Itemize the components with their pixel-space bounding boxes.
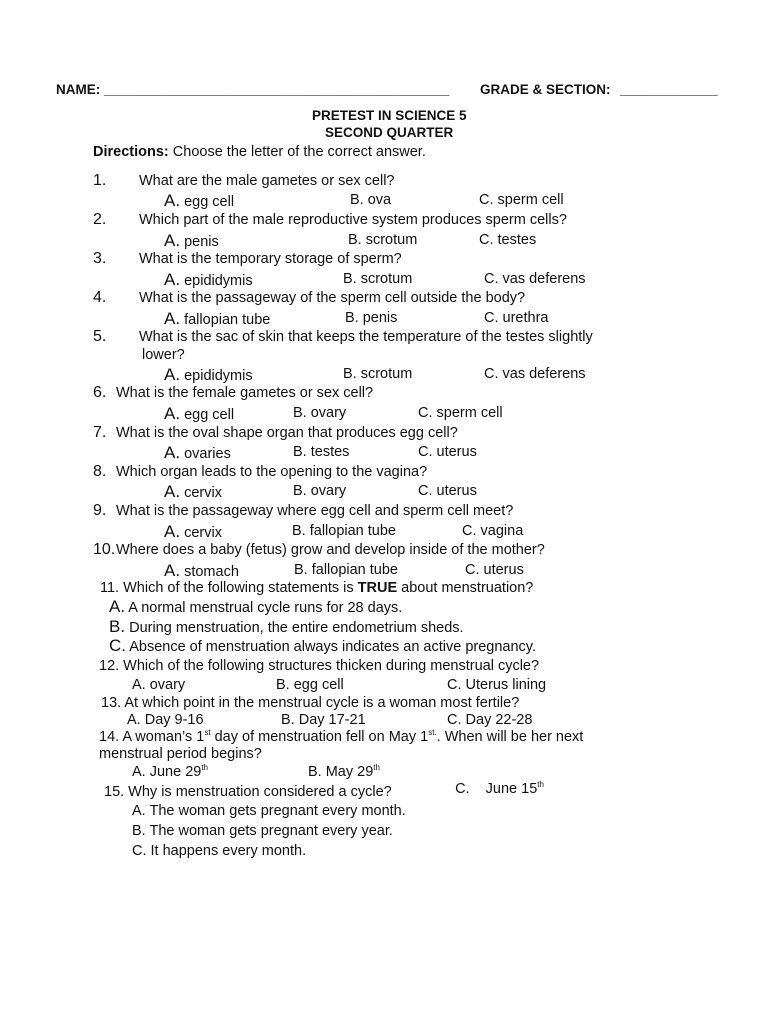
question-4-option-a-letter: A. bbox=[164, 309, 181, 328]
question-7-option-b[interactable]: B. testes bbox=[293, 444, 350, 460]
question-1-option-a-letter: A. bbox=[164, 191, 181, 210]
question-1-option-a-text: egg cell bbox=[180, 194, 235, 210]
question-3-option-a-text: epididymis bbox=[180, 273, 253, 289]
question-2-option-a[interactable] bbox=[164, 232, 219, 251]
q14-text-part3: . When will be her next bbox=[436, 729, 584, 745]
question-7-option-a-letter: A. bbox=[164, 443, 181, 462]
q12-option-b[interactable]: B. egg cell bbox=[276, 677, 344, 693]
question-7-text: What is the oval shape organ that produces egg cell? bbox=[116, 425, 458, 441]
q14-option-b-sup: th bbox=[373, 763, 380, 772]
question-3-option-b[interactable]: B. scrotum bbox=[343, 271, 413, 287]
q14-text-part2: day of menstruation fell on May 1 bbox=[210, 729, 429, 745]
q14-option-a-text: A. June 29 bbox=[132, 764, 202, 780]
question-7-number: 7. bbox=[93, 424, 107, 441]
question-9-option-a-text: cervix bbox=[180, 525, 222, 541]
q14-option-a[interactable] bbox=[132, 764, 208, 781]
directions-label: Directions: bbox=[93, 144, 169, 160]
q11-text-post: about menstruation? bbox=[397, 580, 534, 596]
q14-option-c[interactable] bbox=[447, 764, 544, 798]
q15-option-c[interactable]: C. It happens every month. bbox=[132, 843, 307, 859]
question-1-option-b[interactable]: B. ova bbox=[350, 192, 392, 208]
q14-option-b-text: B. May 29 bbox=[308, 764, 374, 780]
q11-option-c[interactable] bbox=[109, 637, 536, 656]
q14-sup-2: st. bbox=[428, 728, 437, 737]
question-5-option-a-letter: A. bbox=[164, 365, 181, 384]
q14-text-part1: 14. A woman’s 1 bbox=[99, 729, 205, 745]
question-14 bbox=[99, 729, 583, 746]
question-8-number: 8. bbox=[93, 463, 107, 480]
question-3-option-a-letter: A. bbox=[164, 270, 181, 289]
question-15: 15. Why is menstruation considered a cycle? bbox=[104, 784, 392, 800]
directions bbox=[93, 144, 426, 161]
q14-option-b[interactable] bbox=[308, 764, 380, 781]
question-10-option-a-letter: A. bbox=[164, 561, 181, 580]
question-7-option-c[interactable]: C. uterus bbox=[418, 444, 477, 460]
question-3-option-a[interactable] bbox=[164, 271, 253, 290]
q11-option-c-text: Absence of menstruation always indicates an active pregnancy. bbox=[126, 639, 536, 655]
question-6-option-a[interactable] bbox=[164, 405, 234, 424]
question-10-option-c[interactable]: C. uterus bbox=[465, 562, 524, 578]
question-6-option-b[interactable]: B. ovary bbox=[293, 405, 347, 421]
question-9-option-a-letter: A. bbox=[164, 522, 181, 541]
question-3-option-c[interactable]: C. vas deferens bbox=[484, 271, 586, 287]
q13-option-c[interactable]: C. Day 22-28 bbox=[447, 712, 533, 728]
q11-text-bold: TRUE bbox=[357, 580, 398, 596]
name-blank-line[interactable]: ______________________________________________ bbox=[104, 82, 450, 97]
question-5-option-a[interactable] bbox=[164, 366, 253, 385]
question-4-option-a[interactable] bbox=[164, 310, 270, 329]
q11-option-b-letter: B. bbox=[109, 617, 126, 636]
question-8-option-c[interactable]: C. uterus bbox=[418, 483, 477, 499]
question-4-option-b[interactable]: B. penis bbox=[345, 310, 398, 326]
question-6-number: 6. bbox=[93, 384, 107, 401]
question-5-option-c[interactable]: C. vas deferens bbox=[484, 366, 586, 382]
question-5-option-a-text: epididymis bbox=[180, 368, 253, 384]
q14-option-c-text: C. June 15 bbox=[455, 781, 538, 797]
question-10-text: Where does a baby (fetus) grow and develop inside of the mother? bbox=[116, 542, 545, 558]
question-2-option-a-text: penis bbox=[180, 234, 219, 250]
q11-option-c-letter: C. bbox=[109, 636, 126, 655]
q14-option-a-sup: th bbox=[201, 763, 208, 772]
page-subtitle: SECOND QUARTER bbox=[325, 125, 454, 140]
directions-text: Choose the letter of the correct answer. bbox=[168, 144, 426, 160]
question-7-option-a[interactable] bbox=[164, 444, 231, 463]
question-12: 12. Which of the following structures thicken during menstrual cycle? bbox=[99, 658, 540, 674]
grade-section-label: GRADE & SECTION: bbox=[480, 82, 611, 97]
question-10-option-a-text: stomach bbox=[180, 564, 239, 580]
question-10-option-b[interactable]: B. fallopian tube bbox=[294, 562, 398, 578]
question-8-option-b[interactable]: B. ovary bbox=[293, 483, 347, 499]
question-9-number: 9. bbox=[93, 502, 107, 519]
question-14-line2: menstrual period begins? bbox=[99, 746, 262, 762]
q11-option-a[interactable] bbox=[109, 598, 402, 617]
question-9-text: What is the passageway where egg cell and sperm cell meet? bbox=[116, 503, 514, 519]
q13-option-b[interactable]: B. Day 17-21 bbox=[281, 712, 366, 728]
q14-option-c-sup: th bbox=[537, 780, 544, 789]
question-9-option-c[interactable]: C. vagina bbox=[462, 523, 524, 539]
question-2-text: Which part of the male reproductive system produces sperm cells? bbox=[139, 212, 567, 228]
question-4-text: What is the passageway of the sperm cell outside the body? bbox=[139, 290, 526, 306]
q12-option-a[interactable]: A. ovary bbox=[132, 677, 186, 693]
page-title: PRETEST IN SCIENCE 5 bbox=[312, 108, 467, 123]
question-8-option-a-letter: A. bbox=[164, 482, 181, 501]
q15-option-a[interactable]: A. The woman gets pregnant every month. bbox=[132, 803, 406, 819]
question-8-text: Which organ leads to the opening to the vagina? bbox=[116, 464, 428, 480]
question-9-option-b[interactable]: B. fallopian tube bbox=[292, 523, 396, 539]
question-1-option-c[interactable]: C. sperm cell bbox=[479, 192, 564, 208]
q11-option-b[interactable] bbox=[109, 618, 464, 637]
question-2-option-a-letter: A. bbox=[164, 231, 181, 250]
q15-option-b[interactable]: B. The woman gets pregnant every year. bbox=[132, 823, 393, 839]
q11-text-pre: 11. Which of the following statements is bbox=[100, 580, 358, 596]
q11-option-b-text: During menstruation, the entire endometrium sheds. bbox=[125, 620, 464, 636]
q11-option-a-letter: A. bbox=[109, 597, 126, 616]
question-4-number: 4. bbox=[93, 289, 107, 306]
question-6-option-a-text: egg cell bbox=[180, 407, 235, 423]
q14-sup-1: st bbox=[204, 728, 211, 737]
question-1-number: 1. bbox=[93, 172, 107, 189]
question-9-option-a[interactable] bbox=[164, 523, 222, 542]
question-5-text: What is the sac of skin that keeps the temperature of the testes slightly bbox=[139, 329, 593, 345]
question-6-option-a-letter: A. bbox=[164, 404, 181, 423]
question-4-option-a-text: fallopian tube bbox=[180, 312, 271, 328]
question-8-option-a[interactable] bbox=[164, 483, 222, 502]
question-10-number: 10. bbox=[93, 541, 116, 558]
grade-section-blank-line[interactable]: _____________ bbox=[620, 82, 718, 97]
question-6-text: What is the female gametes or sex cell? bbox=[116, 385, 374, 401]
question-1-option-a[interactable] bbox=[164, 192, 234, 211]
question-13: 13. At which point in the menstrual cycle is a woman most fertile? bbox=[101, 695, 520, 711]
name-label: NAME: bbox=[56, 82, 101, 97]
question-5-text-line2: lower? bbox=[142, 347, 185, 363]
question-2-number: 2. bbox=[93, 211, 107, 228]
question-5-number: 5. bbox=[93, 328, 107, 345]
question-4-option-c[interactable]: C. urethra bbox=[484, 310, 549, 326]
q12-option-c[interactable]: C. Uterus lining bbox=[447, 677, 547, 693]
question-3-number: 3. bbox=[93, 250, 107, 267]
question-8-option-a-text: cervix bbox=[180, 485, 222, 501]
question-10-option-a[interactable] bbox=[164, 562, 239, 581]
question-2-option-b[interactable]: B. scrotum bbox=[348, 232, 418, 248]
question-2-option-c[interactable]: C. testes bbox=[479, 232, 537, 248]
question-3-text: What is the temporary storage of sperm? bbox=[139, 251, 402, 267]
question-6-option-c[interactable]: C. sperm cell bbox=[418, 405, 503, 421]
question-11 bbox=[100, 580, 533, 597]
q13-option-a[interactable]: A. Day 9-16 bbox=[127, 712, 204, 728]
question-1-text: What are the male gametes or sex cell? bbox=[139, 173, 395, 189]
q11-option-a-text: A normal menstrual cycle runs for 28 days. bbox=[125, 600, 403, 616]
question-5-option-b[interactable]: B. scrotum bbox=[343, 366, 413, 382]
question-7-option-a-text: ovaries bbox=[180, 446, 231, 462]
